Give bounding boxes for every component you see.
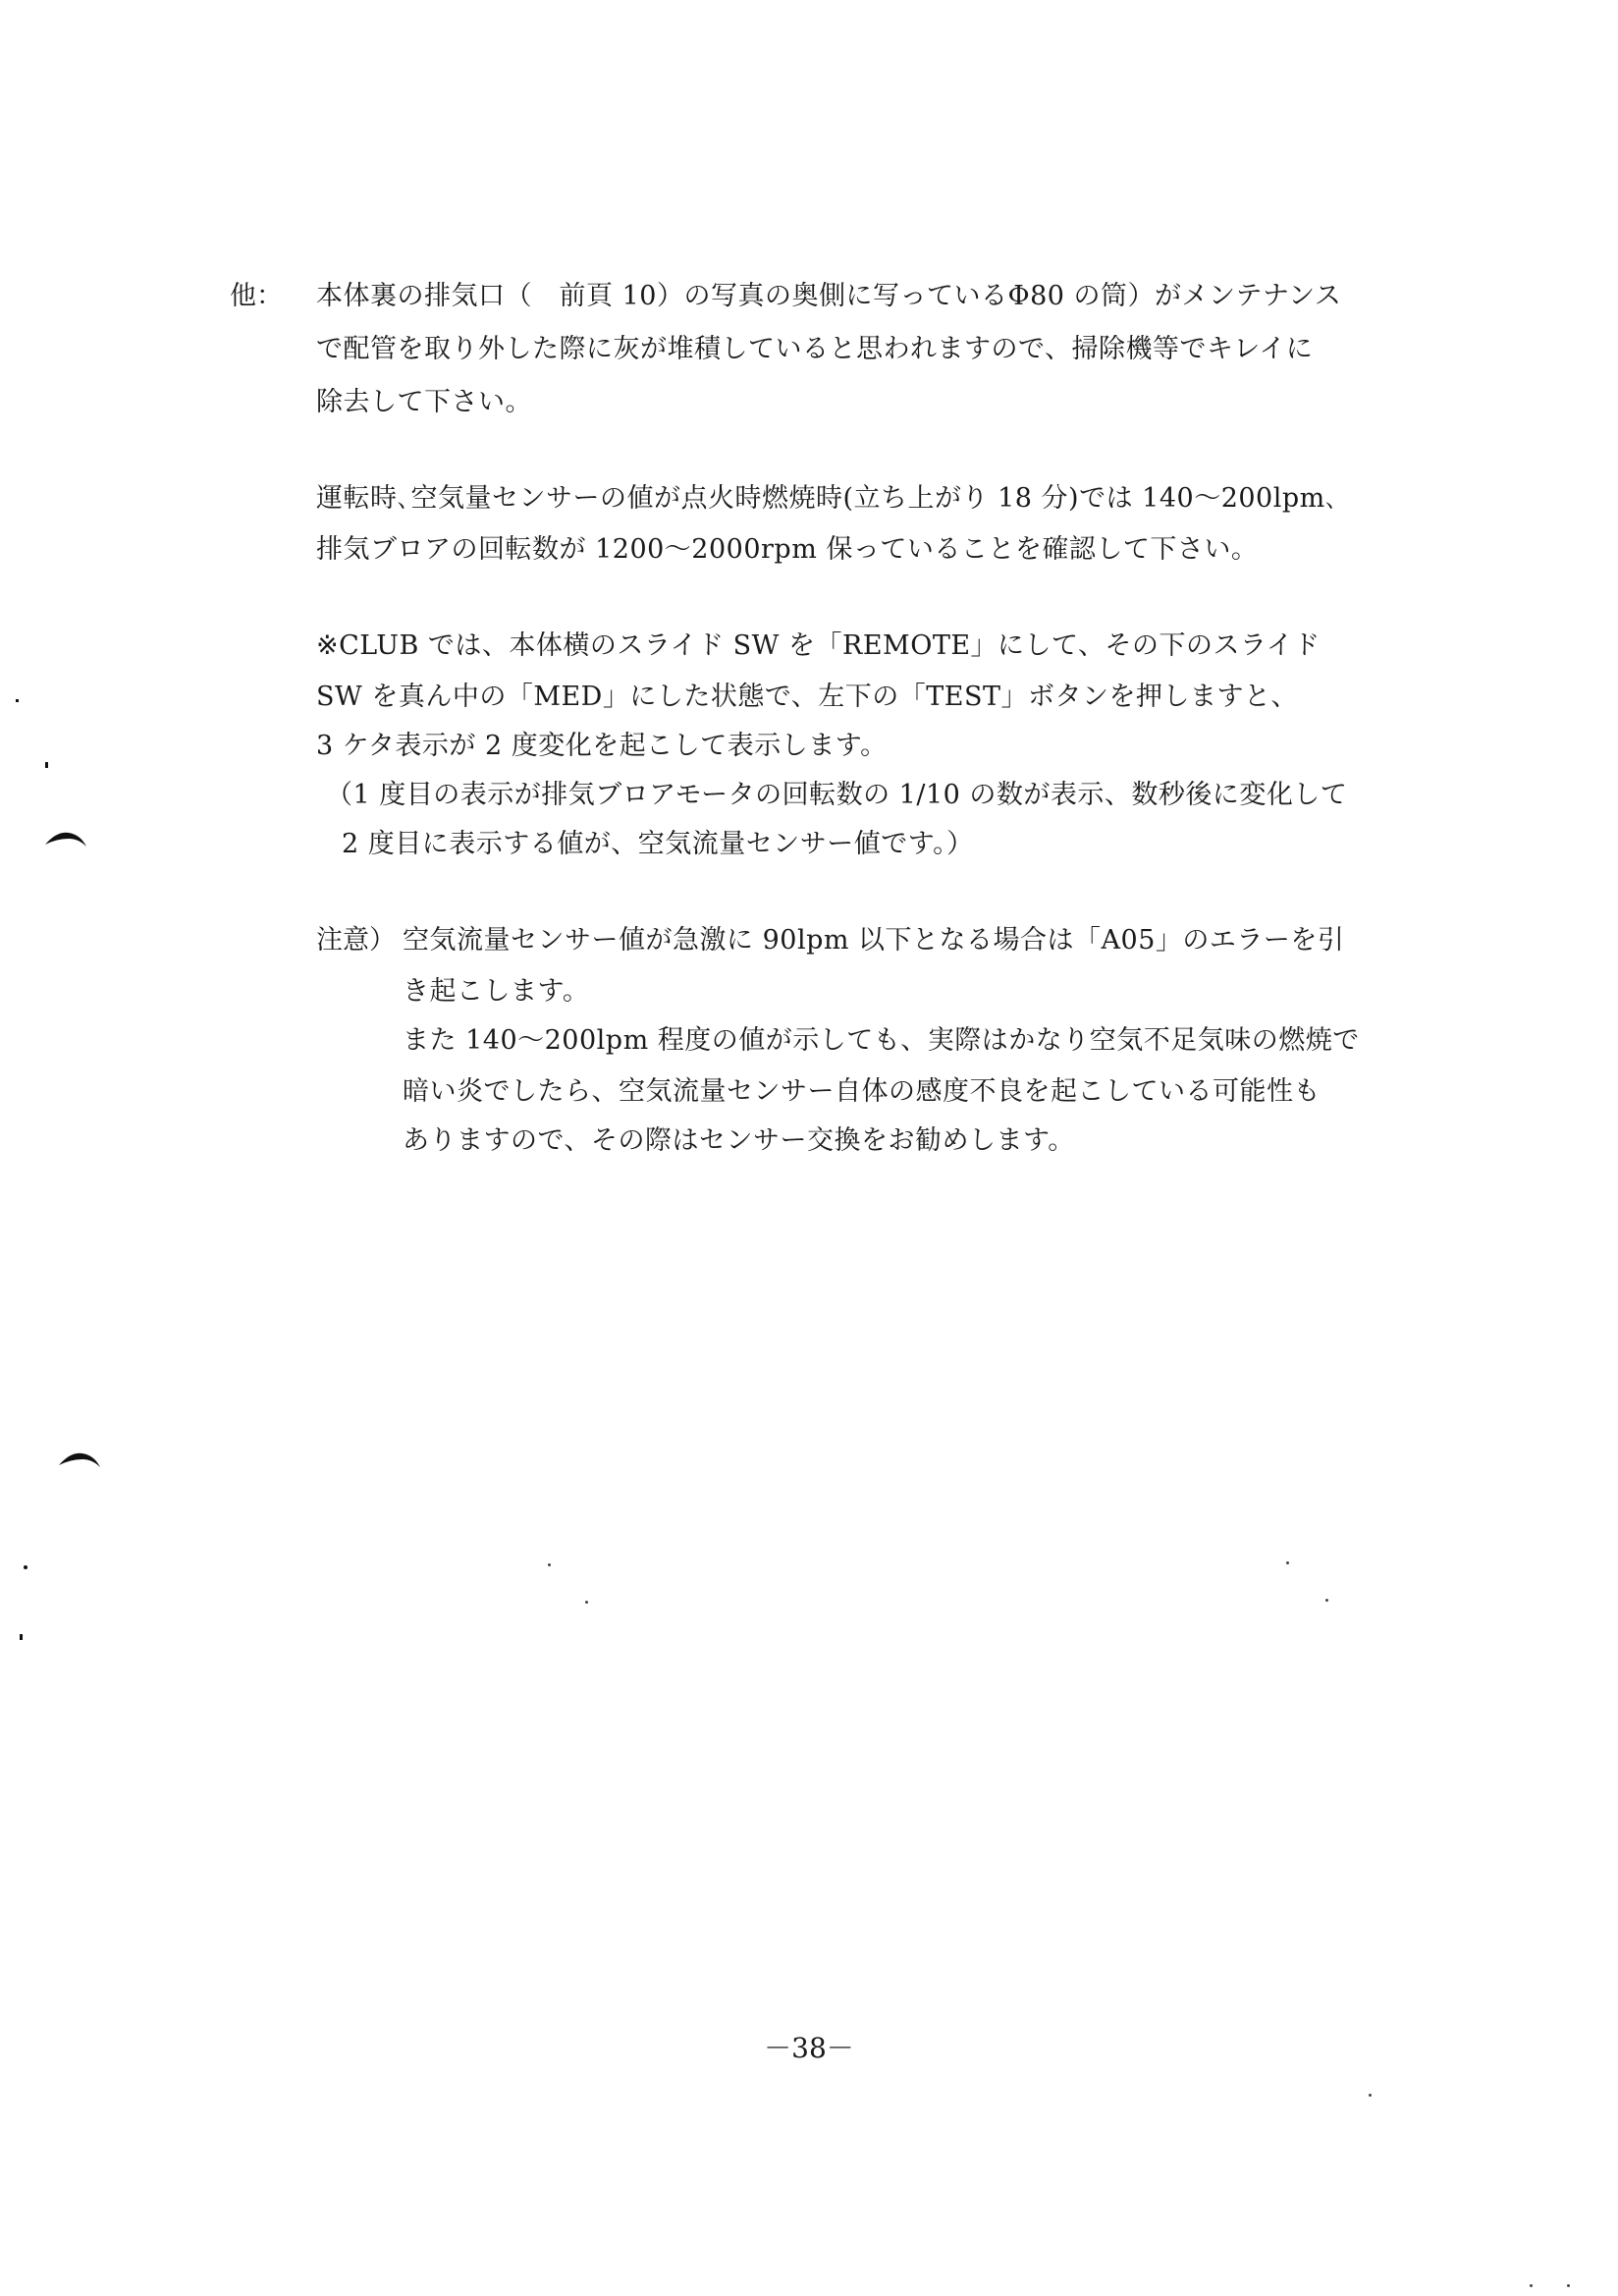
paragraph-line: （1 度目の表示が排気ブロアモータの回転数の 1/10 の数が表示、数秒後に変化して: [326, 780, 1348, 810]
scan-speck: [45, 762, 48, 768]
scan-speck: [1369, 2094, 1372, 2097]
paragraph-line: SW を真ん中の「MED」にした状態で、左下の「TEST」ボタンを押しますと、: [316, 682, 1299, 712]
binder-hole-mark: [43, 827, 88, 848]
scan-speck: [20, 1634, 23, 1640]
paragraph-line: 3 ケタ表示が 2 度変化を起こして表示します。: [316, 731, 888, 761]
scan-speck: [548, 1563, 551, 1566]
paragraph-line: 運転時､空気量センサーの値が点火時燃焼時(立ち上がり 18 分)では 140～200lpm､: [316, 483, 1339, 514]
page-number: －38－: [764, 2032, 854, 2064]
paragraph-line: 排気ブロアの回転数が 1200～2000rpm 保っていることを確認して下さい。: [316, 534, 1259, 565]
scan-speck: [16, 699, 19, 702]
paragraph-line: ありますので、その際はセンサー交換をお勧めします。: [403, 1125, 1075, 1156]
scan-speck: [1530, 2284, 1533, 2287]
caution-label: 注意）: [316, 925, 396, 956]
paragraph-line: 空気流量センサー値が急激に 90lpm 以下となる場合は「A05」のエラーを引: [403, 925, 1345, 956]
paragraph-line: 除去して下さい。: [316, 387, 532, 417]
scan-speck: [1286, 1561, 1289, 1564]
section-label-other: 他：: [230, 281, 283, 311]
paragraph-line: 2 度目に表示する値が、空気流量センサー値です。）: [342, 829, 974, 859]
paragraph-line: また 140～200lpm 程度の値が示しても、実際はかなり空気不足気味の燃焼で: [403, 1025, 1360, 1056]
binder-hole-mark: [57, 1448, 102, 1469]
scan-speck: [1325, 1599, 1328, 1602]
scan-speck: [585, 1601, 588, 1604]
scan-speck: [1567, 2284, 1570, 2287]
paragraph-line: で配管を取り外した際に灰が堆積していると思われますので、掃除機等でキレイに: [316, 334, 1314, 364]
paragraph-line: き起こします。: [403, 976, 590, 1007]
scan-speck: [24, 1565, 27, 1569]
paragraph-line: 暗い炎でしたら、空気流量センサー自体の感度不良を起こしている可能性も: [403, 1076, 1321, 1107]
paragraph-line: ※CLUB では、本体横のスライド SW を「REMOTE」にして、その下のスライド: [316, 630, 1321, 661]
paragraph-line: 本体裏の排気口（ 前頁 10）の写真の奥側に写っているΦ80 の筒）がメンテナンス: [316, 281, 1342, 311]
